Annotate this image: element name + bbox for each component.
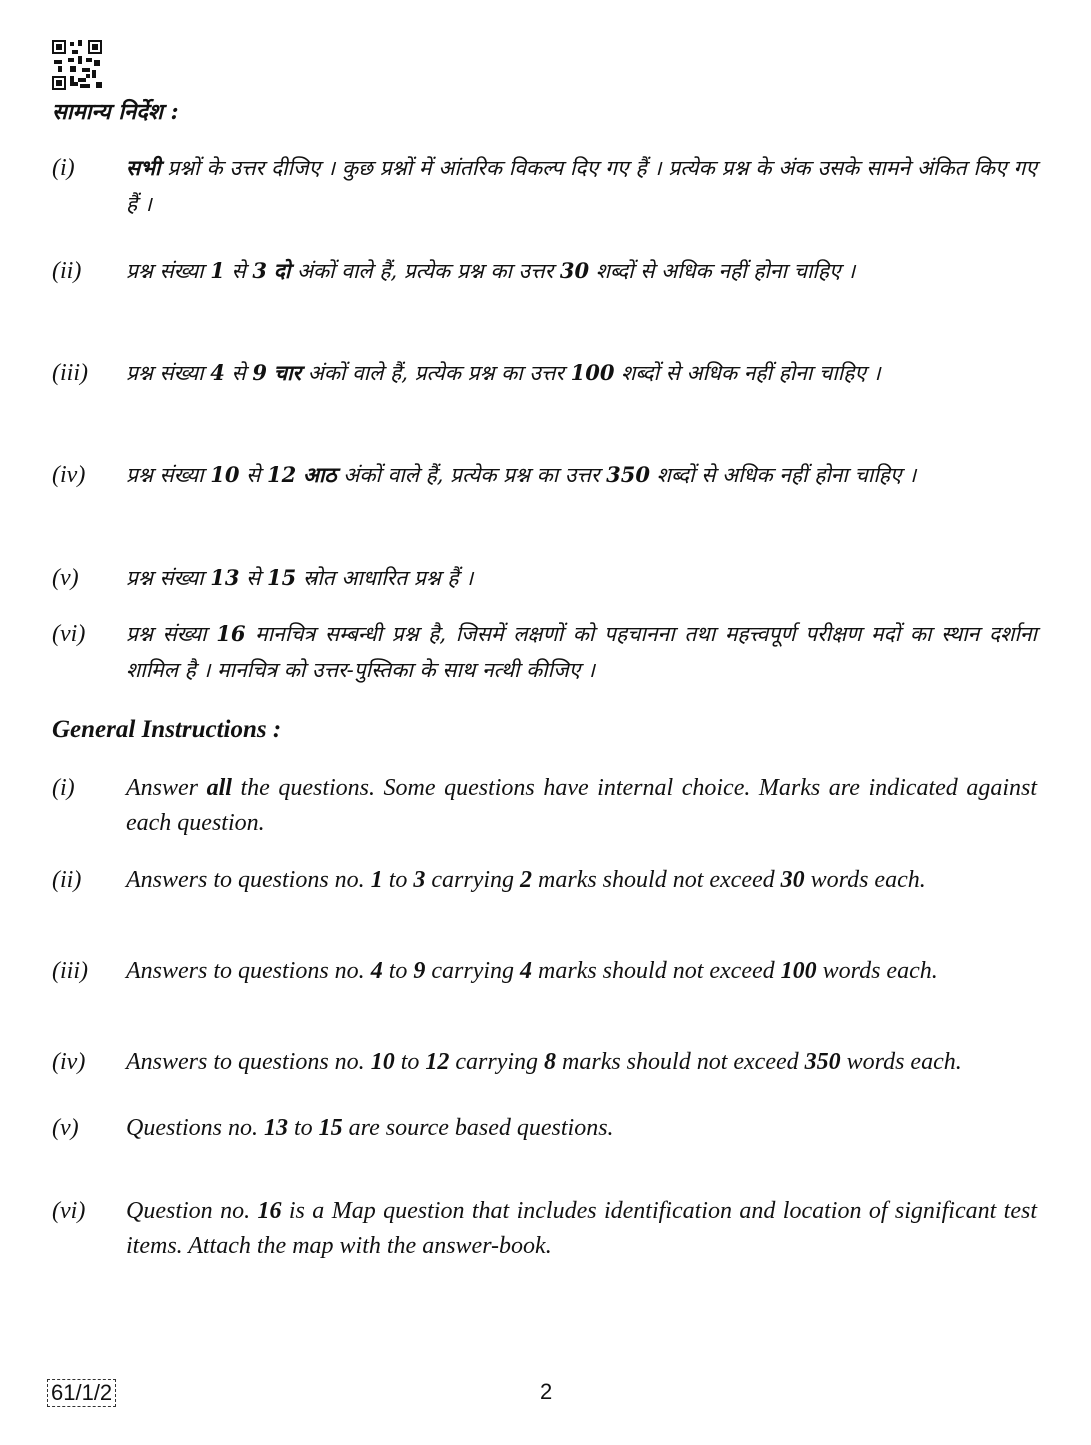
instruction-text: प्रश्न संख्या 16 मानचित्र सम्बन्धी प्रश्न है, जिसमें लक्षणों को पहचानना तथा महत्त्वपूर्ण परीक्षण मदों का स्थान दर्शाना शामिल है । मानचित्र को उत्तर-पुस्तिका के साथ नत्थी कीजिए । <box>126 621 1037 682</box>
instruction-number: (ii) <box>52 867 82 893</box>
instruction-text: Answer all the questions. Some questions have internal choice. Marks are indicated against each question. <box>126 775 1037 836</box>
instruction-text: Answers to questions no. 10 to 12 carrying 8 marks should not exceed 350 words each. <box>126 1049 962 1075</box>
english-instruction-item <box>52 863 1037 898</box>
hindi-instructions-heading: सामान्य निर्देश : <box>52 99 179 125</box>
instruction-text: प्रश्न संख्या 1 से 3 दो अंकों वाले हैं, प्रत्येक प्रश्न का उत्तर 30 शब्दों से अधिक नहीं होना चाहिए । <box>126 258 856 283</box>
instruction-text: सभी प्रश्नों के उत्तर दीजिए । कुछ प्रश्नों में आंतरिक विकल्प दिए गए हैं । प्रत्येक प्रश्न के अंक उसके सामने अंकित किए गए हैं । <box>126 155 1037 216</box>
hindi-instruction-item <box>52 355 1037 391</box>
instruction-number: (i) <box>52 155 75 181</box>
instruction-number: (iv) <box>52 1049 86 1075</box>
hindi-instruction-item <box>52 457 1037 493</box>
instruction-number: (vi) <box>52 1198 86 1224</box>
instruction-text: Answers to questions no. 4 to 9 carrying 4 marks should not exceed 100 words each. <box>126 958 938 984</box>
hindi-instruction-item <box>52 253 1037 289</box>
instruction-number: (iv) <box>52 462 86 488</box>
hindi-instruction-item <box>52 150 1037 222</box>
instruction-text: प्रश्न संख्या 13 से 15 स्रोत आधारित प्रश्न हैं । <box>126 565 474 590</box>
instruction-text: Question no. 16 is a Map question that includes identification and location of significant test items. Attach the map with the answer-book. <box>126 1198 1037 1259</box>
english-instruction-item <box>52 954 1037 989</box>
english-instructions-heading: General Instructions : <box>52 716 282 743</box>
english-instruction-item <box>52 771 1037 841</box>
english-instruction-item <box>52 1194 1037 1264</box>
paper-code: 61/1/2 <box>47 1379 116 1407</box>
instruction-number: (vi) <box>52 621 86 647</box>
page-number: 2 <box>540 1379 553 1404</box>
instruction-number: (v) <box>52 1115 79 1141</box>
hindi-instruction-item <box>52 616 1037 688</box>
english-instruction-item <box>52 1045 1037 1080</box>
instruction-number: (iii) <box>52 360 88 386</box>
instruction-text: Questions no. 13 to 15 are source based questions. <box>126 1115 614 1141</box>
instruction-number: (i) <box>52 775 75 801</box>
english-instruction-item <box>52 1111 1037 1146</box>
instruction-number: (iii) <box>52 958 88 984</box>
instruction-text: Answers to questions no. 1 to 3 carrying 2 marks should not exceed 30 words each. <box>126 867 926 893</box>
qr-code <box>52 40 102 90</box>
instruction-number: (ii) <box>52 258 82 284</box>
instruction-number: (v) <box>52 565 79 591</box>
hindi-instruction-item <box>52 560 1037 596</box>
instruction-text: प्रश्न संख्या 4 से 9 चार अंकों वाले हैं, प्रत्येक प्रश्न का उत्तर 100 शब्दों से अधिक नहीं होना चाहिए । <box>126 360 881 385</box>
instruction-text: प्रश्न संख्या 10 से 12 आठ अंकों वाले हैं, प्रत्येक प्रश्न का उत्तर 350 शब्दों से अधिक नहीं होना चाहिए । <box>126 462 917 487</box>
